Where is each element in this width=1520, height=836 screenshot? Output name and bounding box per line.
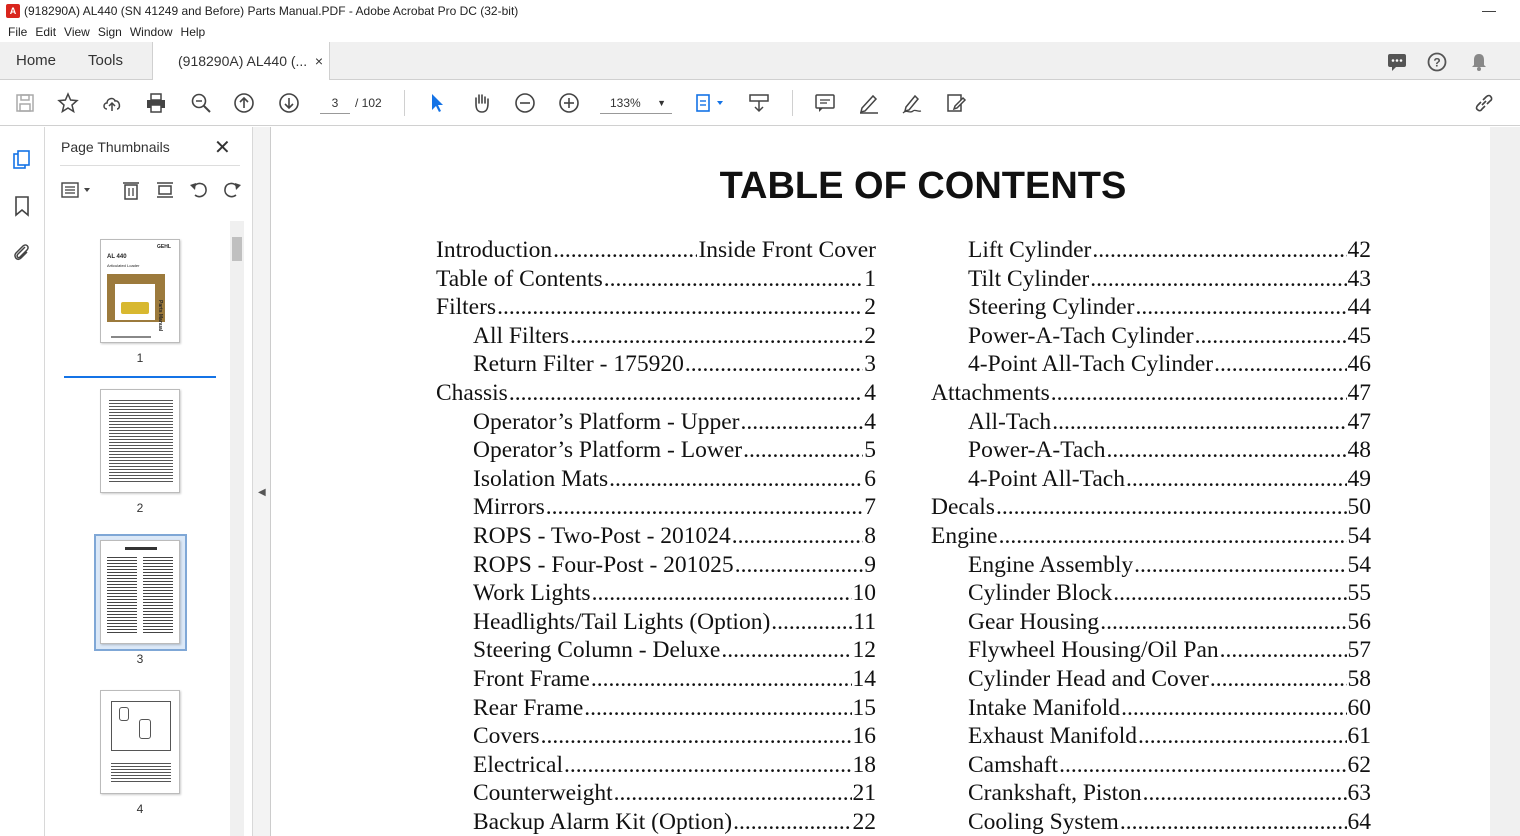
toc-leader-dots — [996, 494, 1347, 521]
toc-entry-page: 48 — [1347, 437, 1371, 464]
thumbnail-number-4: 4 — [136, 802, 144, 816]
toc-entry-label: Engine — [931, 522, 998, 549]
toc-leader-dots — [584, 695, 851, 722]
toc-entry[interactable] — [931, 266, 1371, 295]
toc-entry-page: 4 — [864, 408, 876, 435]
toc-entry-page: 12 — [852, 637, 876, 664]
bookmark-star-icon[interactable] — [57, 92, 79, 114]
filter-drawing — [119, 707, 129, 721]
toc-entry-label: Return Filter - 175920 — [473, 351, 684, 378]
toc-leader-dots — [1051, 380, 1347, 407]
cover-model: AL 440 — [107, 254, 127, 260]
toc-entry-page: 46 — [1347, 351, 1371, 378]
toc-entry-label: Front Frame — [473, 665, 590, 692]
toc-entry-page: 5 — [864, 437, 876, 464]
toc-entry-label: Filters — [436, 294, 497, 321]
upload-cloud-icon[interactable] — [101, 92, 123, 114]
toc-entry-page: 61 — [1347, 723, 1371, 750]
toc-entry-page: 7 — [864, 494, 876, 521]
menu-view[interactable]: View — [64, 25, 90, 39]
toc-entry[interactable] — [436, 494, 876, 523]
toc-right-column — [931, 237, 1371, 836]
comment-bubble-icon[interactable] — [1387, 52, 1407, 72]
toc-entry-label: Steering Column - Deluxe — [473, 637, 721, 664]
select-cursor-icon[interactable] — [426, 92, 448, 114]
toc-entry-label: Chassis — [436, 379, 508, 406]
toc-entry[interactable] — [436, 552, 876, 581]
zoom-search-icon[interactable] — [190, 92, 212, 114]
toc-entry-page: 64 — [1347, 808, 1371, 835]
window-title: (918290A) AL440 (SN 41249 and Before) Parts Manual.PDF - Adobe Acrobat Pro DC (32-bit) — [24, 4, 519, 18]
toc-entry[interactable] — [436, 637, 876, 666]
toc-leader-dots — [771, 609, 852, 636]
toc-entry-page: 9 — [864, 551, 876, 578]
toc-entry-label: ROPS - Four-Post - 201025 — [473, 551, 734, 578]
toc-entry-page: 42 — [1347, 237, 1371, 263]
toc-entry-page: 2 — [864, 294, 876, 321]
toc-leader-dots — [509, 380, 863, 407]
thumbnails-scrollbar[interactable] — [230, 221, 244, 836]
thumbnail-page-3[interactable] — [100, 540, 180, 644]
toc-entry[interactable] — [931, 780, 1371, 809]
toc-entry-page: 22 — [852, 808, 876, 835]
toc-entry-label: Crankshaft, Piston — [968, 780, 1142, 807]
toc-entry-page: 49 — [1347, 465, 1371, 492]
toc-entry-label: Backup Alarm Kit (Option) — [473, 808, 733, 835]
cover-side-text: Parts Manual — [157, 300, 163, 332]
toc-entry-label: Covers — [473, 723, 540, 750]
toc-leader-dots — [1210, 666, 1347, 693]
toc-entry[interactable] — [436, 466, 876, 495]
toc-leader-dots — [1143, 780, 1347, 807]
thumbnail-number-2: 2 — [136, 501, 144, 515]
toc-entry-page: 6 — [864, 465, 876, 492]
chevron-down-icon: ▼ — [657, 98, 666, 108]
toc-entry[interactable] — [931, 552, 1371, 581]
menu-file[interactable]: File — [8, 25, 28, 39]
attachments-paperclip-icon[interactable] — [11, 241, 33, 263]
toc-entry-page: 50 — [1347, 494, 1371, 521]
panel-splitter[interactable] — [253, 127, 271, 836]
toc-entry[interactable] — [931, 637, 1371, 666]
panel-divider — [60, 165, 240, 166]
toc-entry-label: Cylinder Head and Cover — [968, 665, 1209, 692]
tab-home[interactable]: Home — [16, 52, 57, 69]
cover-subtitle: Articulated Loader — [107, 263, 140, 268]
toc-entry-page: 21 — [852, 780, 876, 807]
toc-entry-page: 58 — [1347, 665, 1371, 692]
toc-entry[interactable] — [931, 409, 1371, 438]
toc-entry-page: 8 — [864, 522, 876, 549]
toc-entry-label: Operator’s Platform - Lower — [473, 437, 743, 464]
toc-entry-page: 47 — [1347, 408, 1371, 435]
toc-entry-label: Table of Contents — [436, 265, 603, 292]
page-text-lines — [111, 761, 171, 783]
toc-entry[interactable] — [436, 294, 876, 323]
toc-leader-dots — [1113, 580, 1346, 607]
toc-entry-label: Attachments — [931, 379, 1050, 406]
toolbar-divider — [404, 90, 405, 116]
toc-leader-dots — [1120, 809, 1347, 836]
fit-page-icon[interactable] — [694, 92, 726, 114]
toc-leader-dots — [1059, 752, 1346, 779]
thumbnail-number-1: 1 — [136, 351, 144, 365]
toc-entry[interactable] — [436, 266, 876, 295]
toc-leader-dots — [614, 780, 852, 807]
toc-entry[interactable] — [436, 437, 876, 466]
toc-leader-dots — [1092, 237, 1346, 264]
toc-entry[interactable] — [436, 809, 876, 836]
toc-entry-label: Camshaft — [968, 751, 1059, 778]
toc-entry-page: 54 — [1347, 551, 1371, 578]
toc-entry-label: Counterweight — [473, 780, 613, 807]
rotate-counterclockwise-icon[interactable] — [188, 179, 210, 201]
toc-entry-label: Gear Housing — [968, 608, 1100, 635]
zoom-in-icon[interactable] — [558, 92, 580, 114]
toc-entry[interactable] — [436, 695, 876, 724]
toc-entry[interactable] — [931, 380, 1371, 409]
cover-footer-line — [111, 336, 151, 338]
toc-entry-label: Mirrors — [473, 494, 545, 521]
previous-page-icon[interactable] — [233, 92, 255, 114]
toc-leader-dots — [546, 494, 863, 521]
toc-leader-dots — [1090, 266, 1346, 293]
toc-leader-dots — [733, 809, 851, 836]
tab-close-button[interactable]: × — [314, 53, 323, 69]
page-text-lines — [109, 398, 173, 482]
zoom-out-icon[interactable] — [514, 92, 536, 114]
toc-entry-page: 47 — [1347, 379, 1371, 406]
help-icon[interactable] — [1427, 52, 1447, 72]
toc-entry-label: Operator’s Platform - Upper — [473, 408, 740, 435]
toc-entry[interactable] — [436, 237, 876, 266]
toc-entry-page: 15 — [852, 694, 876, 721]
toc-entry[interactable] — [931, 237, 1371, 266]
scroll-mode-icon[interactable] — [748, 92, 770, 114]
toc-entry[interactable] — [436, 723, 876, 752]
toc-entry-page: Inside Front Cover — [698, 237, 876, 263]
toc-entry[interactable] — [931, 723, 1371, 752]
toc-entry-page: 3 — [864, 351, 876, 378]
tab-tools[interactable]: Tools — [88, 52, 124, 69]
toc-entry-label: Electrical — [473, 751, 564, 778]
next-page-icon[interactable] — [278, 92, 300, 114]
extract-pages-icon[interactable] — [154, 179, 176, 201]
zoom-level-select[interactable] — [600, 92, 672, 114]
toc-entry[interactable] — [931, 351, 1371, 380]
collapse-arrow-icon[interactable]: ◀ — [258, 487, 266, 498]
page-number-input[interactable] — [320, 92, 350, 114]
toc-left-column — [436, 237, 876, 836]
toc-entry[interactable] — [436, 752, 876, 781]
scrollbar-thumb[interactable] — [232, 237, 242, 261]
page-thumbnails-icon[interactable] — [11, 149, 33, 171]
toc-entry-label: Exhaust Manifold — [968, 723, 1138, 750]
toc-entry-label: Decals — [931, 494, 995, 521]
toc-leader-dots — [685, 351, 863, 378]
toc-entry[interactable] — [436, 609, 876, 638]
toc-leader-dots — [740, 409, 863, 436]
toc-leader-dots — [1126, 466, 1347, 493]
toc-entry[interactable] — [436, 323, 876, 352]
toc-entry[interactable] — [436, 351, 876, 380]
toc-entry-page: 43 — [1347, 265, 1371, 292]
share-link-icon[interactable] — [1473, 92, 1495, 114]
page-heading-mark — [125, 547, 157, 550]
toc-leader-dots — [721, 637, 851, 664]
toc-entry[interactable] — [931, 580, 1371, 609]
toc-entry-page: 57 — [1347, 637, 1371, 664]
tab-document-label: (918290A) AL440 (... — [178, 53, 308, 69]
toc-entry-label: Engine Assembly — [968, 551, 1134, 578]
toc-leader-dots — [497, 294, 863, 321]
toc-entry-page: 60 — [1347, 694, 1371, 721]
notification-bell-icon[interactable] — [1469, 52, 1489, 72]
tab-bar — [0, 42, 1520, 80]
document-scrollbar[interactable] — [1490, 127, 1520, 836]
toc-entry[interactable] — [436, 780, 876, 809]
delete-trash-icon[interactable] — [120, 179, 142, 201]
toc-entry-label: All Filters — [473, 322, 569, 349]
toc-leader-dots — [541, 723, 852, 750]
page-thumbnails-panel — [46, 127, 253, 836]
toc-entry-page: 45 — [1347, 322, 1371, 349]
toc-entry-label: Work Lights — [473, 580, 591, 607]
toc-leader-dots — [1121, 695, 1346, 722]
toc-leader-dots — [999, 523, 1347, 550]
toc-leader-dots — [1138, 723, 1346, 750]
toc-entry-page: 1 — [864, 265, 876, 292]
toc-leader-dots — [591, 666, 852, 693]
current-page-indicator — [64, 376, 216, 378]
pdf-page — [272, 127, 1490, 836]
svg-text:?: ? — [1433, 55, 1441, 70]
print-icon[interactable] — [145, 92, 167, 114]
panel-title: Page Thumbnails — [61, 139, 170, 155]
filter-drawing — [139, 719, 151, 739]
navigation-rail — [0, 127, 45, 836]
menu-help[interactable]: Help — [180, 25, 206, 39]
toc-leader-dots — [609, 466, 863, 493]
toc-leader-dots — [1135, 294, 1346, 321]
acrobat-app-icon: A — [6, 4, 20, 18]
toc-entry-page: 63 — [1347, 780, 1371, 807]
toc-entry[interactable] — [436, 666, 876, 695]
toc-entry-page: 55 — [1347, 580, 1371, 607]
save-icon[interactable] — [14, 92, 36, 114]
fill-sign-icon[interactable] — [945, 92, 967, 114]
toc-entry-label: Intake Manifold — [968, 694, 1121, 721]
toc-entry-label: Flywheel Housing/Oil Pan — [968, 637, 1219, 664]
page-total: / 102 — [355, 96, 382, 110]
toc-entry-page: 44 — [1347, 294, 1371, 321]
toc-leader-dots — [1107, 437, 1347, 464]
toc-entry[interactable] — [436, 409, 876, 438]
zoom-level-value: 133% — [610, 96, 641, 110]
toc-entry-page: 56 — [1347, 608, 1371, 635]
toc-leader-dots — [732, 523, 863, 550]
toc-entry-label: Isolation Mats — [473, 465, 609, 492]
minimize-button[interactable]: — — [1482, 2, 1496, 18]
thumbnail-page-1[interactable] — [100, 239, 180, 343]
toc-entry[interactable] — [436, 380, 876, 409]
toc-entry[interactable] — [931, 437, 1371, 466]
toc-entry-label: Power-A-Tach — [968, 437, 1106, 464]
toc-entry-page: 18 — [852, 751, 876, 778]
toc-entry-page: 16 — [852, 723, 876, 750]
toc-entry[interactable] — [931, 695, 1371, 724]
thumbnail-number-3: 3 — [136, 652, 144, 666]
menu-sign[interactable]: Sign — [97, 25, 122, 39]
toc-leader-dots — [1134, 552, 1346, 579]
toc-leader-dots — [604, 266, 864, 293]
cover-brand: GEHL — [157, 244, 171, 250]
toc-entry[interactable] — [931, 752, 1371, 781]
highlight-pen-icon[interactable] — [858, 92, 880, 114]
toc-entry[interactable] — [436, 580, 876, 609]
thumbnail-page-2[interactable] — [100, 389, 180, 493]
options-menu-icon[interactable] — [60, 179, 94, 201]
toc-entry[interactable] — [931, 523, 1371, 552]
toc-leader-dots — [592, 580, 852, 607]
document-title: TABLE OF CONTENTS — [719, 165, 1127, 207]
toc-leader-dots — [735, 552, 864, 579]
toc-entry-label: Headlights/Tail Lights (Option) — [473, 608, 771, 635]
toc-entry-label: Tilt Cylinder — [968, 265, 1090, 292]
hand-tool-icon[interactable] — [470, 92, 492, 114]
close-panel-button[interactable]: ✕ — [214, 137, 231, 159]
page-column-left — [107, 555, 137, 633]
toc-leader-dots — [564, 752, 851, 779]
menu-bar — [0, 22, 1520, 42]
page-column-right — [143, 555, 173, 633]
toc-entry[interactable] — [931, 666, 1371, 695]
rotate-clockwise-icon[interactable] — [221, 179, 243, 201]
toc-entry-page: 4 — [864, 379, 876, 406]
toc-entry-label: Rear Frame — [473, 694, 584, 721]
toolbar — [0, 80, 1520, 126]
toc-entry-page: 2 — [864, 322, 876, 349]
toc-leader-dots — [570, 323, 863, 350]
toc-entry-page: 62 — [1347, 751, 1371, 778]
toolbar-divider — [792, 90, 793, 116]
title-bar — [0, 0, 1520, 22]
toc-entry-label: Introduction — [436, 237, 553, 263]
add-comment-icon[interactable] — [814, 92, 836, 114]
toc-entry-label: 4-Point All-Tach — [968, 465, 1125, 492]
toc-leader-dots — [743, 437, 863, 464]
toc-leader-dots — [1195, 323, 1347, 350]
menu-window[interactable]: Window — [129, 25, 173, 39]
draw-signature-icon[interactable] — [901, 92, 923, 114]
toc-entry[interactable] — [931, 294, 1371, 323]
toc-entry-page: 14 — [852, 665, 876, 692]
thumbnail-page-4[interactable] — [100, 690, 180, 794]
toc-leader-dots — [1214, 351, 1346, 378]
toc-entry-page: 54 — [1347, 522, 1371, 549]
tab-document[interactable] — [152, 42, 330, 81]
toc-entry[interactable] — [931, 466, 1371, 495]
loader-illustration — [121, 302, 149, 314]
toc-entry-label: 4-Point All-Tach Cylinder — [968, 351, 1214, 378]
bookmarks-icon[interactable] — [11, 195, 33, 217]
toc-entry[interactable] — [931, 609, 1371, 638]
toc-entry-label: Lift Cylinder — [968, 237, 1092, 263]
toc-entry[interactable] — [931, 323, 1371, 352]
toc-entry-label: Power-A-Tach Cylinder — [968, 322, 1194, 349]
toc-entry-page: 10 — [852, 580, 876, 607]
toc-entry-page: 11 — [853, 608, 876, 635]
toc-entry[interactable] — [931, 809, 1371, 836]
toc-entry[interactable] — [931, 494, 1371, 523]
toc-entry-label: Cylinder Block — [968, 580, 1113, 607]
toc-entry-label: ROPS - Two-Post - 201024 — [473, 522, 731, 549]
toc-leader-dots — [1220, 637, 1347, 664]
toc-entry[interactable] — [436, 523, 876, 552]
toc-leader-dots — [1100, 609, 1346, 636]
toc-leader-dots — [1052, 409, 1346, 436]
toc-leader-dots — [553, 237, 697, 264]
toc-entry-label: Steering Cylinder — [968, 294, 1135, 321]
document-viewport[interactable] — [272, 127, 1520, 836]
menu-edit[interactable]: Edit — [35, 25, 57, 39]
toc-entry-label: Cooling System — [968, 808, 1119, 835]
toc-entry-label: All-Tach — [968, 408, 1052, 435]
